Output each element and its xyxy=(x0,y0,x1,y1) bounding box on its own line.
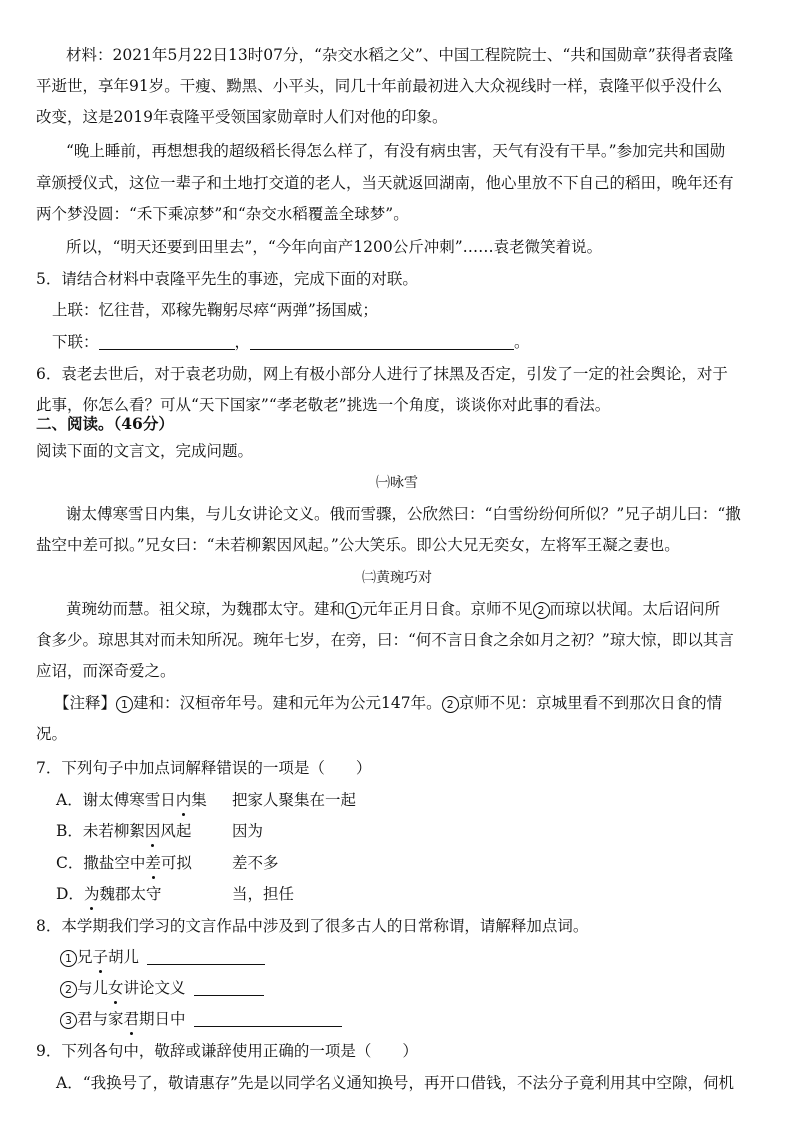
q7-stem: 7．下列句子中加点词解释错误的一项是（ ） xyxy=(36,759,372,777)
q7-d-sentence: D．为魏郡太守 xyxy=(56,885,162,903)
q8-dotted-3: 君 xyxy=(123,1010,140,1028)
q5-lower-couplet xyxy=(52,331,776,353)
q9-stem: 9．下列各句中，敬辞或谦辞使用正确的一项是（ ） xyxy=(36,1042,418,1060)
q8-item-1: 1 兄子胡儿 xyxy=(60,946,784,968)
material-p2-line3: 两个梦没圆：“禾下乘凉梦”和“杂交水稻覆盖全球梦”。 xyxy=(36,205,409,223)
material-p2-line2: 章颁授仪式，这位一辈子和土地打交道的老人，当天就返回湖南，他心里放不下自己的稻田，晚年还有 xyxy=(36,174,734,192)
text2-line1-part1: 黄琬幼而慧。祖父琼，为魏郡太守。建和 xyxy=(66,600,346,618)
q7-c-dotted: 差 xyxy=(145,854,161,872)
q7-a-sentence: A．谢太傅寒雪日内集 xyxy=(56,791,207,809)
q5-comma: ， xyxy=(234,333,251,351)
note-ref-2: 2 xyxy=(533,602,550,619)
q6-line1: 6．袁老去世后，对于袁老功勋，网上有极小部分人进行了抹黑及否定，引发了一定的社会舆论，对于 xyxy=(36,365,728,383)
q8-item-2: 2 与儿女讲论文义 xyxy=(60,977,784,999)
text2-line3: 应诏，而深奇爱之。 xyxy=(36,662,176,680)
note-text-1: 建和：汉桓帝年号。建和元年为公元147年。 xyxy=(133,694,442,712)
q8-answer-blank-1[interactable] xyxy=(147,948,265,965)
q7-b-dotted: 因 xyxy=(144,822,161,840)
q8-stem: 8．本学期我们学习的文言作品中涉及到了很多古人的日常称谓，请解释加点词。 xyxy=(36,917,589,935)
text1-line1: 谢太傅寒雪日内集，与儿女讲论文义。俄而雪骤，公欣然曰：“白雪纷纷何所似？”兄子胡儿曰：“撒 xyxy=(66,505,741,523)
q8-num-1: 1 xyxy=(60,950,77,967)
q5-answer-blank-1[interactable] xyxy=(99,333,235,350)
note-line2: 况。 xyxy=(36,725,68,743)
q6-line2: 此事，你怎么看？可从“天下国家”“孝老敬老”挑选一个角度，谈谈你对此事的看法。 xyxy=(36,396,611,414)
q8-answer-blank-2[interactable] xyxy=(194,979,264,996)
text2-line1 xyxy=(66,598,790,620)
q8-dotted-2: 女 xyxy=(108,979,124,997)
q8-dotted-1: 子 xyxy=(92,948,109,966)
q7-a-explanation: 把家人聚集在一起 xyxy=(232,791,357,809)
q7-a-dotted-2: 集 xyxy=(191,791,207,809)
q7-option-a[interactable] xyxy=(56,789,780,811)
text2-title: ㈡黄琬巧对 xyxy=(362,570,432,586)
q7-option-d[interactable] xyxy=(56,883,780,905)
q5-stem: 5．请结合材料中袁隆平先生的事迹，完成下面的对联。 xyxy=(36,270,418,288)
q8-num-3: 3 xyxy=(60,1012,77,1029)
note-text-2: 京师不见：京城里看不到那次日食的情 xyxy=(458,694,723,712)
text2-line1-part3: 而琼以状闻。太后诏问所 xyxy=(549,600,721,618)
material-p2-line1: “晚上睡前，再想想我的超级稻长得怎么样了，有没有病虫害，天气有没有干旱。”参加完共和国勋 xyxy=(66,142,726,160)
q9-option-a[interactable]: A．“我换号了，敬请惠存”先是以同学名义通知换号，再开口借钱，不法分子竟利用其中空隙，伺机 xyxy=(56,1074,735,1092)
q7-d-dotted: 为 xyxy=(83,885,100,903)
q7-option-b[interactable] xyxy=(56,820,780,842)
q8-num-2: 2 xyxy=(60,981,77,998)
material-p1-line1: 材料：2021年5月22日13时07分，“杂交水稻之父”、中国工程院院士、“共和国勋章”获得者袁隆 xyxy=(66,46,734,64)
q7-option-c[interactable] xyxy=(56,852,780,874)
material-p3-line1: 所以，“明天还要到田里去”，“今年向亩产1200公斤冲刺”……袁老微笑着说。 xyxy=(66,238,603,256)
text2-line1-part2: 元年正月日食。京师不见 xyxy=(362,600,533,618)
note-head: 【注释】 xyxy=(54,694,117,712)
q5-upper-couplet: 上联：忆往昔，邓稼先鞠躬尽瘁“两弹”扬国威； xyxy=(52,301,378,319)
q5-period: 。 xyxy=(514,333,530,351)
q7-a-dotted-1: 内 xyxy=(175,791,192,809)
note-num-1: 1 xyxy=(116,696,133,713)
text1-title: ㈠咏雪 xyxy=(376,475,418,491)
q7-b-explanation: 因为 xyxy=(232,822,264,840)
q8-answer-blank-3[interactable] xyxy=(194,1010,342,1027)
material-p1-line3: 改变，这是2019年袁隆平受领国家勋章时人们对他的印象。 xyxy=(36,108,448,126)
text1-line2: 盐空中差可拟。”兄女曰：“未若柳絮因风起。”公大笑乐。即公大兄无奕女，左将军王凝之妻也。 xyxy=(36,536,680,554)
q7-c-sentence: C．撒盐空中差可拟 xyxy=(56,854,192,872)
section2-title: 二、阅读。（46分） xyxy=(36,414,174,433)
q5-answer-blank-2[interactable] xyxy=(250,333,514,350)
q7-c-explanation: 差不多 xyxy=(232,854,279,872)
material-p1-line2: 平逝世，享年91岁。干瘦、黝黑、小平头，同几十年前最初进入大众视线时一样，袁隆平似乎没什么 xyxy=(36,77,723,95)
section2-intro: 阅读下面的文言文，完成问题。 xyxy=(36,442,254,460)
q5-lower-label: 下联： xyxy=(52,333,99,351)
note-ref-1: 1 xyxy=(345,602,362,619)
note-line1 xyxy=(54,692,778,714)
q8-item-3: 3 君与家君期日中 xyxy=(60,1008,784,1030)
q7-d-explanation: 当，担任 xyxy=(232,885,295,903)
q7-b-sentence: B．未若柳絮因风起 xyxy=(56,822,192,840)
text2-line2: 食多少。琼思其对而未知所况。琬年七岁，在旁，曰：“何不言日食之余如月之初？”琼大惊，即以其言 xyxy=(36,631,734,649)
note-num-2: 2 xyxy=(442,696,459,713)
